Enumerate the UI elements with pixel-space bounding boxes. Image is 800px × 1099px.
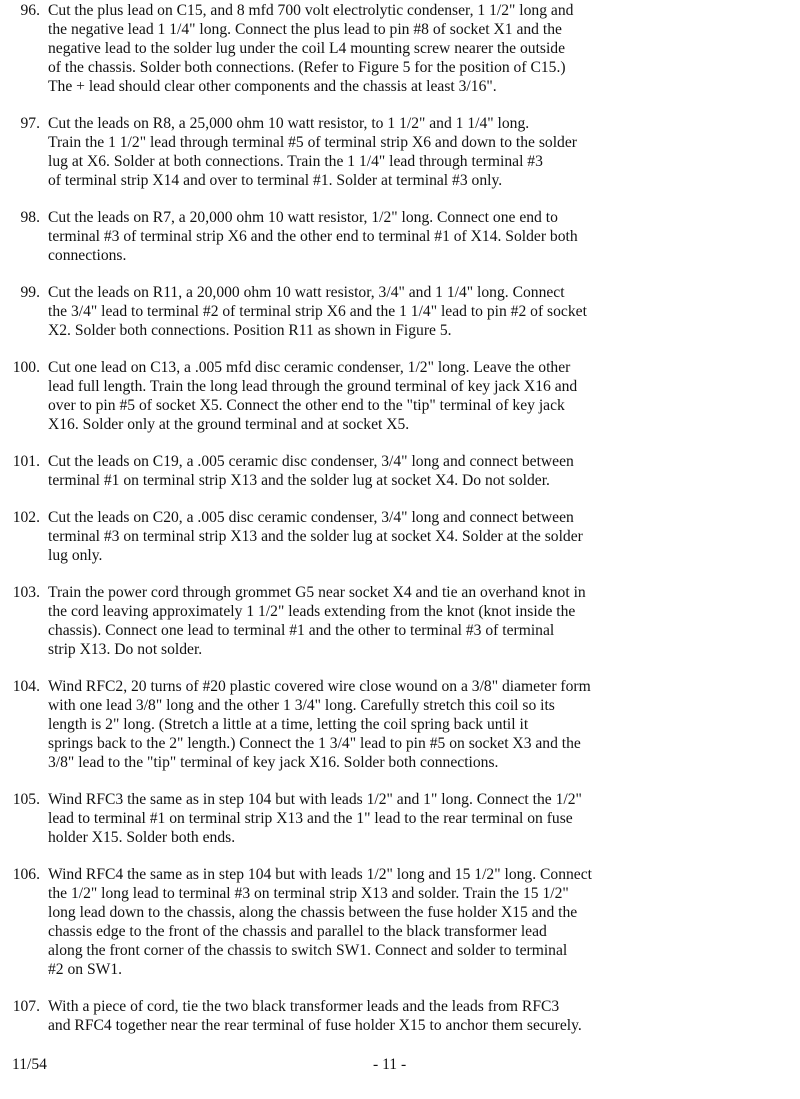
step-100 bbox=[0, 358, 800, 434]
step-line: holder X15. Solder both ends. bbox=[48, 829, 236, 846]
step-number: 98. bbox=[20, 209, 40, 226]
step-number: 107. bbox=[12, 998, 40, 1015]
step-line: lug only. bbox=[48, 547, 103, 564]
step-number: 102. bbox=[12, 509, 40, 526]
step-line: and RFC4 together near the rear terminal of fuse holder X15 to anchor them securely. bbox=[48, 1017, 582, 1034]
step-97 bbox=[0, 114, 800, 190]
step-96 bbox=[0, 1, 800, 96]
step-line: negative lead to the solder lug under the coil L4 mounting screw nearer the outside bbox=[48, 40, 566, 57]
step-line: Train the power cord through grommet G5 near socket X4 and tie an overhand knot in bbox=[48, 584, 586, 601]
step-line: lead to terminal #1 on terminal strip X13 and the 1" lead to the rear terminal on fuse bbox=[48, 810, 573, 827]
step-line: of the chassis. Solder both connections. (Refer to Figure 5 for the position of C15.) bbox=[48, 59, 566, 76]
step-line: Cut the plus lead on C15, and 8 mfd 700 volt electrolytic condenser, 1 1/2" long and bbox=[48, 2, 574, 19]
step-line: Cut the leads on R11, a 20,000 ohm 10 watt resistor, 3/4" and 1 1/4" long. Connect bbox=[48, 284, 565, 301]
step-line: of terminal strip X14 and over to terminal #1. Solder at terminal #3 only. bbox=[48, 172, 503, 189]
step-line: #2 on SW1. bbox=[48, 961, 123, 978]
step-line: Cut one lead on C13, a .005 mfd disc ceramic condenser, 1/2" long. Leave the other bbox=[48, 359, 571, 376]
step-number: 101. bbox=[12, 453, 40, 470]
step-line: the cord leaving approximately 1 1/2" leads extending from the knot (knot inside the bbox=[48, 603, 576, 620]
step-106 bbox=[0, 865, 800, 979]
step-number: 105. bbox=[12, 791, 40, 808]
step-line: terminal #3 on terminal strip X13 and the solder lug at socket X4. Solder at the solder bbox=[48, 528, 583, 545]
step-line: the negative lead 1 1/4" long. Connect the plus lead to pin #8 of socket X1 and the bbox=[48, 21, 562, 38]
step-line: Cut the leads on R8, a 25,000 ohm 10 watt resistor, to 1 1/2" and 1 1/4" long. bbox=[48, 115, 530, 132]
step-line: chassis). Connect one lead to terminal #1 and the other to terminal #3 of terminal bbox=[48, 622, 555, 639]
step-line: along the front corner of the chassis to switch SW1. Connect and solder to terminal bbox=[48, 942, 568, 959]
step-number: 96. bbox=[20, 2, 40, 19]
step-line: lug at X6. Solder at both connections. Train the 1 1/4" lead through terminal #3 bbox=[48, 153, 543, 170]
step-line: lead full length. Train the long lead through the ground terminal of key jack X16 and bbox=[48, 378, 578, 395]
step-line: with one lead 3/8" long and the other 1 3/4" long. Carefully stretch this coil so its bbox=[48, 697, 555, 714]
step-line: With a piece of cord, tie the two black transformer leads and the leads from RFC3 bbox=[48, 998, 560, 1015]
step-line: Cut the leads on R7, a 20,000 ohm 10 watt resistor, 1/2" long. Connect one end to bbox=[48, 209, 558, 226]
step-number: 97. bbox=[20, 115, 40, 132]
step-line: Wind RFC3 the same as in step 104 but with leads 1/2" and 1" long. Connect the 1/2" bbox=[48, 791, 582, 808]
step-line: terminal #1 on terminal strip X13 and the solder lug at socket X4. Do not solder. bbox=[48, 472, 550, 489]
step-line: the 1/2" long lead to terminal #3 on terminal strip X13 and solder. Train the 15 1/2" bbox=[48, 885, 569, 902]
step-line: springs back to the 2" length.) Connect the 1 3/4" lead to pin #5 on socket X3 and the bbox=[48, 735, 581, 752]
step-line: length is 2" long. (Stretch a little at a time, letting the coil spring back until it bbox=[48, 716, 529, 733]
step-number: 103. bbox=[12, 584, 40, 601]
step-107 bbox=[0, 997, 800, 1035]
step-line: Cut the leads on C19, a .005 ceramic disc condenser, 3/4" long and connect between bbox=[48, 453, 574, 470]
step-line: The + lead should clear other components and the chassis at least 3/16". bbox=[48, 78, 497, 95]
step-number: 99. bbox=[20, 284, 40, 301]
step-line: Wind RFC2, 20 turns of #20 plastic covered wire close wound on a 3/8" diameter form bbox=[48, 678, 591, 695]
instruction-steps bbox=[0, 1, 800, 1053]
step-number: 100. bbox=[12, 359, 40, 376]
footer-page-number: - 11 - bbox=[373, 1056, 407, 1073]
step-99 bbox=[0, 283, 800, 340]
step-line: over to pin #5 of socket X5. Connect the other end to the "tip" terminal of key jack bbox=[48, 397, 565, 414]
step-line: long lead down to the chassis, along the chassis between the fuse holder X15 and the bbox=[48, 904, 578, 921]
footer-date: 11/54 bbox=[12, 1056, 47, 1073]
step-number: 104. bbox=[12, 678, 40, 695]
step-102 bbox=[0, 508, 800, 565]
step-104 bbox=[0, 677, 800, 772]
step-line: Cut the leads on C20, a .005 disc ceramic condenser, 3/4" long and connect between bbox=[48, 509, 574, 526]
step-line: terminal #3 of terminal strip X6 and the other end to terminal #1 of X14. Solder both bbox=[48, 228, 578, 245]
step-line: Wind RFC4 the same as in step 104 but with leads 1/2" long and 15 1/2" long. Connect bbox=[48, 866, 592, 883]
step-line: chassis edge to the front of the chassis and parallel to the black transformer lead bbox=[48, 923, 547, 940]
step-line: strip X13. Do not solder. bbox=[48, 641, 203, 658]
step-105 bbox=[0, 790, 800, 847]
step-line: 3/8" lead to the "tip" terminal of key jack X16. Solder both connections. bbox=[48, 754, 499, 771]
step-98 bbox=[0, 208, 800, 265]
step-line: Train the 1 1/2" lead through terminal #5 of terminal strip X6 and down to the solder bbox=[48, 134, 577, 151]
step-line: the 3/4" lead to terminal #2 of terminal strip X6 and the 1 1/4" lead to pin #2 of socket bbox=[48, 303, 587, 320]
step-101 bbox=[0, 452, 800, 490]
step-line: X16. Solder only at the ground terminal and at socket X5. bbox=[48, 416, 410, 433]
step-103 bbox=[0, 583, 800, 659]
step-line: X2. Solder both connections. Position R11 as shown in Figure 5. bbox=[48, 322, 452, 339]
step-line: connections. bbox=[48, 247, 127, 264]
step-number: 106. bbox=[12, 866, 40, 883]
